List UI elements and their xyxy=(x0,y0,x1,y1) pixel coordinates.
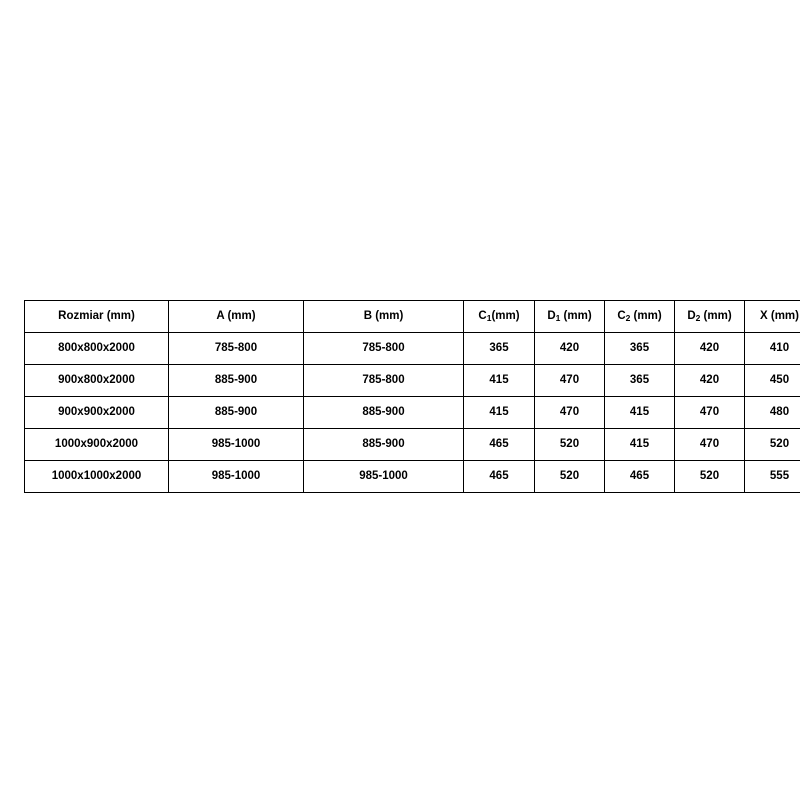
cell-c2: 365 xyxy=(605,333,675,365)
cell-size: 1000x1000x2000 xyxy=(25,461,169,493)
column-header-d2-unit: (mm) xyxy=(700,310,732,322)
cell-x: 555 xyxy=(745,461,800,493)
column-header-c2-sub: 2 xyxy=(625,313,631,323)
column-header-d1 xyxy=(535,301,605,333)
table-header-row xyxy=(25,301,800,333)
column-header-d1-sub: 1 xyxy=(555,313,561,323)
table-row xyxy=(25,397,800,429)
cell-b: 885-900 xyxy=(304,429,464,461)
cell-c1: 465 xyxy=(464,429,535,461)
cell-b: 885-900 xyxy=(304,397,464,429)
column-header-c1-base: C xyxy=(478,310,487,322)
cell-d2: 470 xyxy=(675,429,745,461)
table-row xyxy=(25,365,800,397)
column-header-d1-base: D xyxy=(547,310,556,322)
column-header-c2 xyxy=(605,301,675,333)
cell-c1: 365 xyxy=(464,333,535,365)
cell-size: 900x800x2000 xyxy=(25,365,169,397)
cell-x: 410 xyxy=(745,333,800,365)
table-row xyxy=(25,461,800,493)
cell-a: 885-900 xyxy=(169,365,304,397)
cell-size: 1000x900x2000 xyxy=(25,429,169,461)
cell-d2: 520 xyxy=(675,461,745,493)
cell-d1: 520 xyxy=(535,461,605,493)
cell-a: 985-1000 xyxy=(169,461,304,493)
column-header-c1-sub: 1 xyxy=(486,313,492,323)
table-header xyxy=(25,301,800,333)
column-header-d2-base: D xyxy=(687,310,696,322)
cell-c2: 365 xyxy=(605,365,675,397)
cell-d1: 420 xyxy=(535,333,605,365)
column-header-size-base: Rozmiar xyxy=(58,310,104,322)
cell-a: 985-1000 xyxy=(169,429,304,461)
table-sheet xyxy=(24,300,799,493)
cell-x: 480 xyxy=(745,397,800,429)
column-header-size-unit: (mm) xyxy=(103,310,135,322)
cell-d1: 470 xyxy=(535,365,605,397)
cell-c1: 465 xyxy=(464,461,535,493)
cell-c1: 415 xyxy=(464,397,535,429)
column-header-size xyxy=(25,301,169,333)
cell-d2: 470 xyxy=(675,397,745,429)
column-header-x-base: X xyxy=(760,310,768,322)
cell-size: 900x900x2000 xyxy=(25,397,169,429)
column-header-x-unit: (mm) xyxy=(767,310,799,322)
column-header-d2-sub: 2 xyxy=(695,313,701,323)
column-header-a-base: A xyxy=(216,310,225,322)
cell-d2: 420 xyxy=(675,365,745,397)
cell-size: 800x800x2000 xyxy=(25,333,169,365)
cell-c2: 415 xyxy=(605,429,675,461)
column-header-c2-unit: (mm) xyxy=(630,310,662,322)
cell-d1: 520 xyxy=(535,429,605,461)
column-header-x xyxy=(745,301,800,333)
cell-b: 785-800 xyxy=(304,365,464,397)
column-header-a-unit: (mm) xyxy=(224,310,256,322)
cell-x: 450 xyxy=(745,365,800,397)
cell-b: 985-1000 xyxy=(304,461,464,493)
column-header-b xyxy=(304,301,464,333)
cell-c1: 415 xyxy=(464,365,535,397)
column-header-c2-base: C xyxy=(617,310,626,322)
column-header-b-base: B xyxy=(363,310,372,322)
cell-a: 785-800 xyxy=(169,333,304,365)
table-row xyxy=(25,333,800,365)
dimensions-table xyxy=(24,300,800,493)
cell-b: 785-800 xyxy=(304,333,464,365)
cell-c2: 465 xyxy=(605,461,675,493)
cell-d2: 420 xyxy=(675,333,745,365)
column-header-b-unit: (mm) xyxy=(372,310,404,322)
table-body xyxy=(25,333,800,493)
column-header-c1-unit: (mm) xyxy=(491,310,520,322)
column-header-d2 xyxy=(675,301,745,333)
cell-x: 520 xyxy=(745,429,800,461)
cell-d1: 470 xyxy=(535,397,605,429)
column-header-d1-unit: (mm) xyxy=(560,310,592,322)
column-header-c1 xyxy=(464,301,535,333)
cell-a: 885-900 xyxy=(169,397,304,429)
cell-c2: 415 xyxy=(605,397,675,429)
column-header-a xyxy=(169,301,304,333)
table-row xyxy=(25,429,800,461)
